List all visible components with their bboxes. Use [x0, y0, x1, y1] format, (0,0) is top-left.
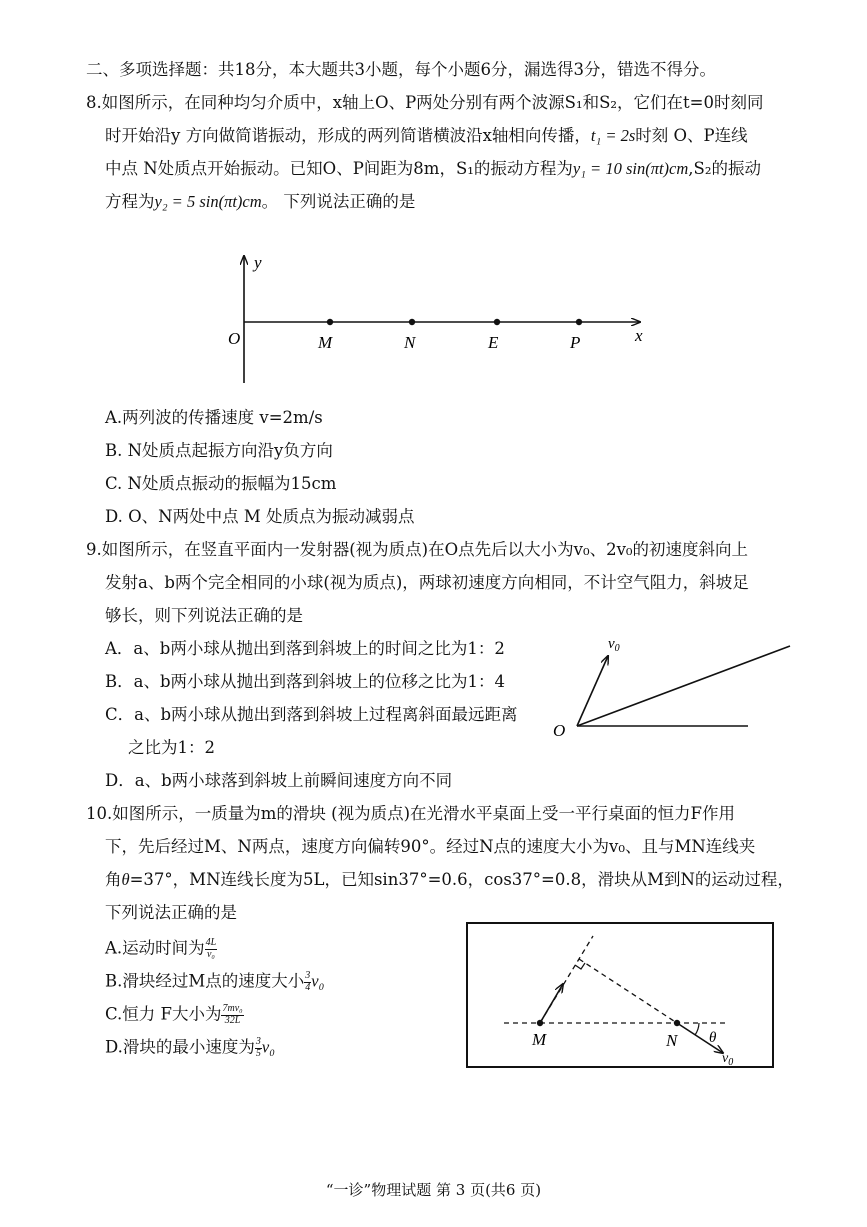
q8-line-1: 8.如图所示，在同种均匀介质中，x轴上O、P两处分别有两个波源S₁和S₂，它们在t=0时刻同 [86, 93, 764, 112]
point-n [409, 319, 415, 325]
q10-motion-figure [466, 922, 776, 1072]
point-m [327, 319, 333, 325]
fraction: $\frac{3}{4}$ [305, 970, 311, 993]
section-heading: 二、多项选择题：共18分，本大题共3小题，每个小题6分，漏选得3分，错选不得分。 [86, 60, 716, 79]
theta-label: θ [709, 1030, 717, 1046]
point-m-label: M [318, 333, 333, 352]
q8-eq-s1: y₁ = 10 sin(πt)cm [572, 159, 689, 178]
q9-line-1: 9.如图所示，在竖直平面内一发射器(视为质点)在O点先后以大小为v₀、2v₀的初速度斜向上 [86, 540, 749, 559]
point-p-label: P [570, 333, 581, 352]
point-e-label: E [488, 333, 499, 352]
right-angle-mark [575, 963, 585, 969]
q8-option-a: A.两列波的传播速度 v=2m/s [105, 408, 323, 427]
point-n-label: N [666, 1031, 678, 1050]
velocity-label: $v_0$ [722, 1051, 734, 1068]
q8-option-d: D. O、N两处中点 M 处质点为振动减弱点 [105, 507, 415, 526]
point-n-label: N [404, 333, 416, 352]
fraction: $\frac{3}{5}$ [255, 1036, 261, 1059]
q9-option-d: D．a、b两小球落到斜坡上前瞬间速度方向不同 [105, 771, 453, 790]
q9-option-b: B．a、b两小球从抛出到落到斜坡上的位移之比为1：4 [105, 672, 506, 691]
q10-option-b: B.滑块经过M点的速度大小 $\frac{3}{4}$ v₀ [105, 970, 325, 993]
page-footer: “一诊”物理试题 第 3 页(共6 页) [325, 1181, 542, 1199]
q8-line-3: 中点 N处质点开始振动。已知O、P间距为8m，S₁的振动方程为y₁ = 10 sin(πt)cm,S₂的振动 [105, 159, 761, 178]
fraction: $\frac{\text{7mv₀}}{32L}$ [222, 1003, 243, 1026]
q10-line-1: 10.如图所示，一质量为m的滑块 (视为质点)在光滑水平桌面上受一平行桌面的恒力F作用 [86, 804, 735, 823]
q10-option-c: C.恒力 F大小为 $\frac{\text{7mv₀}}{32L}$ [105, 1003, 243, 1026]
y-axis-label: y [254, 253, 262, 272]
point-m-label: M [532, 1030, 547, 1049]
q9-option-a: A．a、b两小球从抛出到落到斜坡上的时间之比为1：2 [105, 639, 505, 658]
point-o-label: O [228, 329, 241, 348]
q8-option-c: C. N处质点振动的振幅为15cm [105, 474, 337, 493]
point-e [494, 319, 500, 325]
q10-option-d: D.滑块的最小速度为 $\frac{3}{5}$ v₀ [105, 1036, 275, 1059]
q9-option-c: C．a、b两小球从抛出到落到斜坡上过程离斜面最远距离 [105, 705, 518, 724]
q9-slope-figure [540, 630, 800, 745]
point-p [576, 319, 582, 325]
q10-line-2: 下，先后经过M、N两点，速度方向偏转90°。经过N点的速度大小为v₀、且与MN连线夹 [105, 837, 756, 856]
velocity-m-arrow [540, 984, 563, 1023]
figure-frame [467, 923, 773, 1067]
velocity-n-dashed-extension [579, 959, 677, 1023]
q8-option-b: B. N处质点起振方向沿y负方向 [105, 441, 333, 460]
q9-line-2: 发射a、b两个完全相同的小球(视为质点)，两球初速度方向相同，不计空气阻力，斜坡足 [105, 573, 749, 592]
q10-line-3: 角θ=37°，MN连线长度为5L，已知sin37°=0.6，cos37°=0.8，滑块从M到N的运动过程， [105, 870, 794, 889]
q8-eq-s2: y₂ = 5 sin(πt)cm [154, 192, 262, 211]
q8-time-eq: t₁ = 2s [590, 126, 636, 145]
slope-line [577, 646, 790, 726]
q9-option-c-cont: 之比为1：2 [128, 738, 215, 757]
q10-option-a: A.运动时间为 $\frac{4L}{\text{v₀}}$ [105, 937, 217, 960]
point-n [674, 1020, 680, 1026]
point-m [537, 1020, 543, 1026]
theta-arc [695, 1023, 699, 1035]
q8-line-4: 方程为y₂ = 5 sin(πt)cm。 下列说法正确的是 [105, 192, 416, 211]
x-axis-label: x [635, 326, 643, 345]
q10-line-4: 下列说法正确的是 [105, 903, 237, 922]
q8-axis-figure [220, 248, 660, 393]
q9-line-3: 够长，则下列说法正确的是 [105, 606, 303, 625]
velocity-label: $v_0$ [608, 636, 620, 654]
origin-label: O [553, 721, 566, 740]
fraction: $\frac{4L}{\text{v₀}}$ [205, 937, 217, 960]
q8-line-2: 时开始沿y 方向做简谐振动，形成的两列简谐横波沿x轴相向传播，t₁ = 2s时刻 O、P连线 [105, 126, 748, 145]
